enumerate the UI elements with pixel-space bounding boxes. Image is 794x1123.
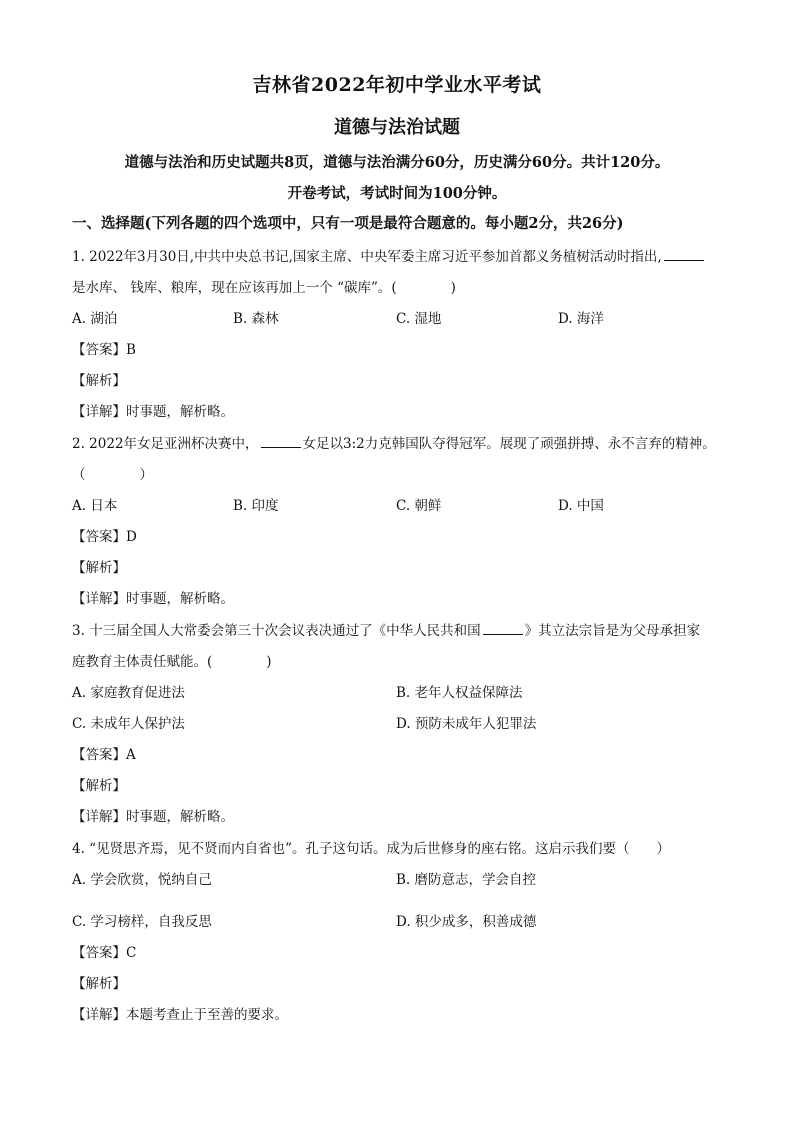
question-4-option-c: C. 学习榜样，自我反思 — [72, 914, 212, 930]
question-4-stem-line-1: 4. “见贤思齐焉，见不贤而内自省也”。孔子这句话。成为后世修身的座右铭。这启示我们要（ ） — [72, 841, 670, 857]
question-1-stem-text: 1. 2022年3月30日,中共中央总书记,国家主席、中央军委主席习近平参加首都义务植树活动时指出, — [72, 249, 662, 265]
question-1-answer: 【答案】B — [72, 342, 136, 358]
section-title: 一、选择题(下列各题的四个选项中，只有一项是最符合题意的。每小题2分，共26分) — [72, 215, 624, 232]
question-3-option-c: C. 未成年人保护法 — [72, 716, 185, 732]
question-4-analysis: 【解析】 — [72, 976, 126, 992]
question-2-stem-line-1 — [72, 432, 716, 452]
question-4-detail: 【详解】本题考查止于至善的要求。 — [72, 1007, 288, 1023]
question-1-stem-line-2: 是水库、 钱库、粮库，现在应该再加上一个 “碳库”。( ) — [72, 280, 456, 296]
question-2-analysis: 【解析】 — [72, 560, 126, 576]
question-1-stem-line-1 — [72, 245, 706, 265]
question-1-option-b: B. 森林 — [233, 311, 279, 327]
question-3-stem-text-b: 》其立法宗旨是为父母承担家 — [524, 623, 701, 639]
question-3-stem-text-a: 3. 十三届全国人大常委会第三十次会议表决通过了《中华人民共和国 — [72, 623, 481, 639]
question-4-answer: 【答案】C — [72, 945, 137, 961]
question-3-analysis: 【解析】 — [72, 778, 126, 794]
question-2-option-a: A. 日本 — [72, 498, 118, 514]
question-2-option-c: C. 朝鲜 — [396, 498, 442, 514]
question-2-detail: 【详解】时事题，解析略。 — [72, 591, 234, 607]
question-2-stem-line-2: （ ） — [72, 467, 153, 483]
question-2-stem-text-a: 2. 2022年女足亚洲杯决赛中， — [72, 436, 259, 452]
question-4-option-b: B. 磨防意志，学会自控 — [396, 872, 537, 888]
question-3-option-d: D. 预防未成年人犯罪法 — [396, 716, 537, 732]
question-3-option-a: A. 家庭教育促进法 — [72, 685, 185, 701]
exam-info-line-1: 道德与法治和历史试题共8页，道德与法治满分60分，历史满分60分。共计120分。 — [124, 154, 670, 171]
question-3-answer: 【答案】A — [72, 747, 136, 763]
question-1-detail: 【详解】时事题，解析略。 — [72, 404, 234, 420]
exam-info-line-2: 开卷考试，考试时间为100分钟。 — [287, 185, 507, 202]
answer-blank — [483, 622, 523, 635]
question-1-analysis: 【解析】 — [72, 373, 126, 389]
question-4-option-a: A. 学会欣赏，悦纳自己 — [72, 872, 212, 888]
question-2-option-d: D. 中国 — [558, 498, 604, 514]
exam-subtitle: 道德与法治试题 — [334, 117, 460, 138]
question-1-option-a: A. 湖泊 — [72, 311, 118, 327]
question-4-option-d: D. 积少成多，积善成德 — [396, 914, 537, 930]
answer-blank — [261, 435, 301, 448]
question-2-stem-text-b: 女足以3:2力克韩国队夺得冠军。展现了顽强拼搏、永不言弃的精神。 — [302, 436, 716, 452]
question-2-option-b: B. 印度 — [233, 498, 279, 514]
question-1-option-c: C. 湿地 — [396, 311, 442, 327]
question-3-stem-line-1 — [72, 619, 700, 639]
question-1-option-d: D. 海洋 — [558, 311, 604, 327]
question-3-stem-line-2: 庭教育主体责任赋能。( ) — [72, 654, 272, 670]
answer-blank — [664, 248, 704, 261]
question-3-detail: 【详解】时事题，解析略。 — [72, 809, 234, 825]
question-2-answer: 【答案】D — [72, 529, 137, 545]
exam-title: 吉林省2022年初中学业水平考试 — [252, 74, 542, 96]
question-3-option-b: B. 老年人权益保障法 — [396, 685, 523, 701]
